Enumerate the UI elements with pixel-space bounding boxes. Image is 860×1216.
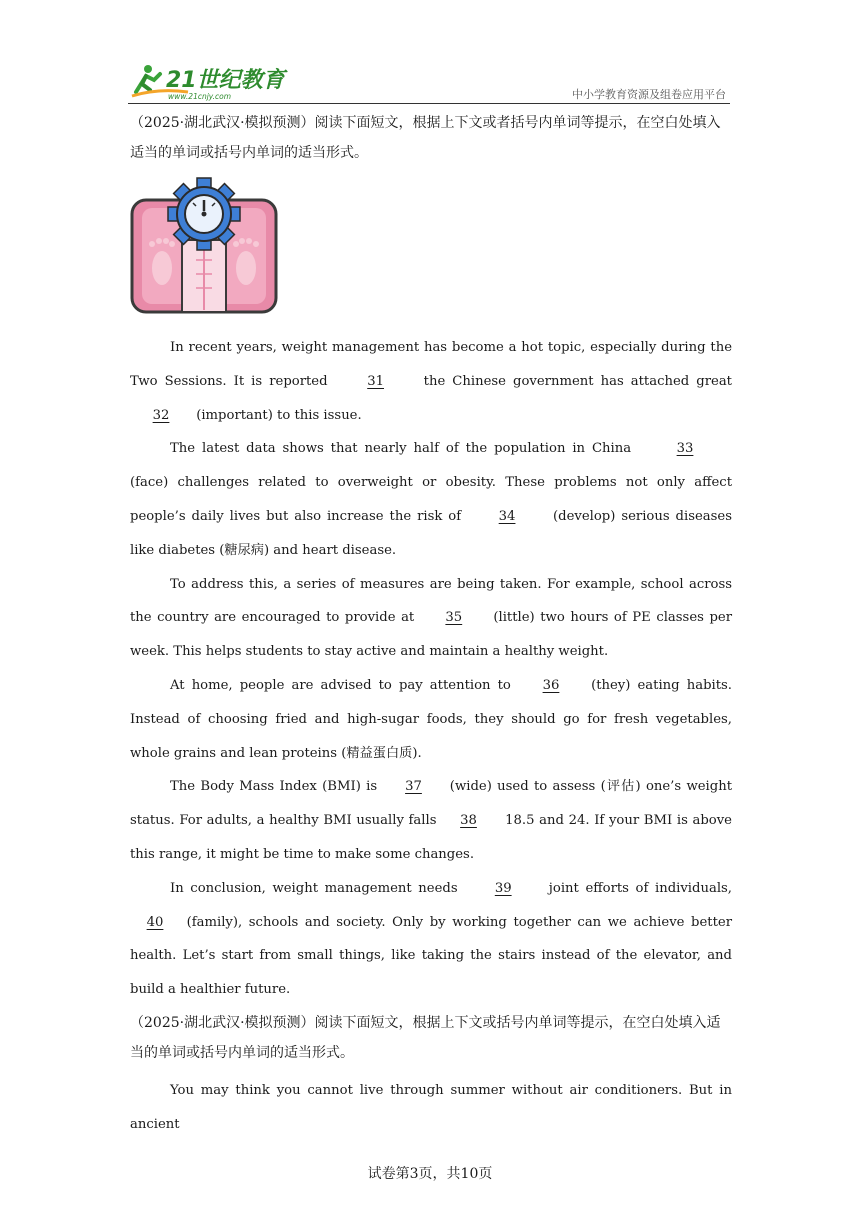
question-1-passage <box>130 331 732 1007</box>
answer-blank-35[interactable]: 35 <box>445 610 463 626</box>
passage-text: In conclusion, weight management needs <box>170 880 465 896</box>
platform-name: 中小学教育资源及组卷应用平台 <box>572 88 726 101</box>
answer-blank-31[interactable]: 31 <box>367 373 384 389</box>
passage-text: (wide) used to assess (评估) one’s weight status. For adults, a healthy BMI usually falls <box>130 779 732 829</box>
passage-paragraph <box>130 770 732 871</box>
passage-text: (little) two hours of PE classes per week. This helps students to stay active and maintain a healthy weight. <box>130 610 732 660</box>
passage-text: (develop) serious diseases like diabetes (糖尿病) and heart disease. <box>130 508 732 558</box>
passage-paragraph <box>130 872 732 1007</box>
question-2-instructions: （2025·湖北武汉·模拟预测）阅读下面短文，根据上下文或括号内单词等提示，在空白处填入适当的单词或括号内单词的适当形式。 <box>130 1015 721 1061</box>
passage-text: (family), schools and society. Only by working together can we achieve better health. Let’s start from small things, like taking the stairs instead of the elevator, and build a healthier future. <box>130 914 732 998</box>
passage-text: (they) eating habits. Instead of choosing fried and high-sugar foods, they should go for fresh vegetables, whole grains and lean proteins (精益蛋白质). <box>130 677 732 761</box>
answer-blank-34[interactable]: 34 <box>498 508 516 524</box>
passage-text: The latest data shows that nearly half of the population in China <box>170 441 638 457</box>
page-header <box>128 62 730 104</box>
passage-paragraph <box>130 669 732 770</box>
question-1-instructions: （2025·湖北武汉·模拟预测）阅读下面短文，根据上下文或者括号内单词等提示，在空白处填入适当的单词或括号内单词的适当形式。 <box>130 115 721 161</box>
passage-paragraph <box>130 568 732 669</box>
answer-blank-40[interactable]: 40 <box>146 914 164 930</box>
passage-text: The Body Mass Index (BMI) is <box>170 779 383 795</box>
answer-blank-32[interactable]: 32 <box>152 407 170 423</box>
answer-blank-38[interactable]: 38 <box>460 813 477 829</box>
passage-paragraph <box>130 432 732 567</box>
passage-text: 18.5 and 24. If your BMI is above this range, it might be time to make some changes. <box>130 813 732 862</box>
passage-text: the Chinese government has attached great <box>416 373 732 389</box>
passage-text: joint efforts of individuals, <box>542 880 732 896</box>
answer-blank-37[interactable]: 37 <box>405 779 422 795</box>
21cnjy-logo <box>128 62 285 102</box>
svg-text:www.21cnjy.com: www.21cnjy.com <box>168 92 232 101</box>
question-2-passage-first-line: You may think you cannot live through summer without air conditioners. But in ancient <box>130 1083 732 1132</box>
passage-text: To address this, a series of measures are being taken. For example, school across the country are encouraged to provide at <box>130 576 732 626</box>
answer-blank-36[interactable]: 36 <box>542 677 560 693</box>
header-divider <box>128 103 730 104</box>
passage-text: (important) to this issue. <box>192 407 362 423</box>
page-footer: 试卷第3页，共10页 <box>367 1166 493 1182</box>
passage-paragraph <box>130 331 732 432</box>
answer-blank-39[interactable]: 39 <box>494 880 512 896</box>
passage-text: In recent years, weight management has become a hot topic, especially during the Two Sessions. It is reported <box>130 340 732 389</box>
passage-text: At home, people are advised to pay attention to <box>170 677 518 693</box>
svg-text:21世纪教育: 21世纪教育 <box>166 68 285 93</box>
answer-blank-33[interactable]: 33 <box>676 441 694 457</box>
weighing-scale-icon <box>130 178 280 322</box>
passage-text: (face) challenges related to overweight or obesity. These problems not only affect people’s daily lives but also increase the risk of <box>130 475 732 524</box>
